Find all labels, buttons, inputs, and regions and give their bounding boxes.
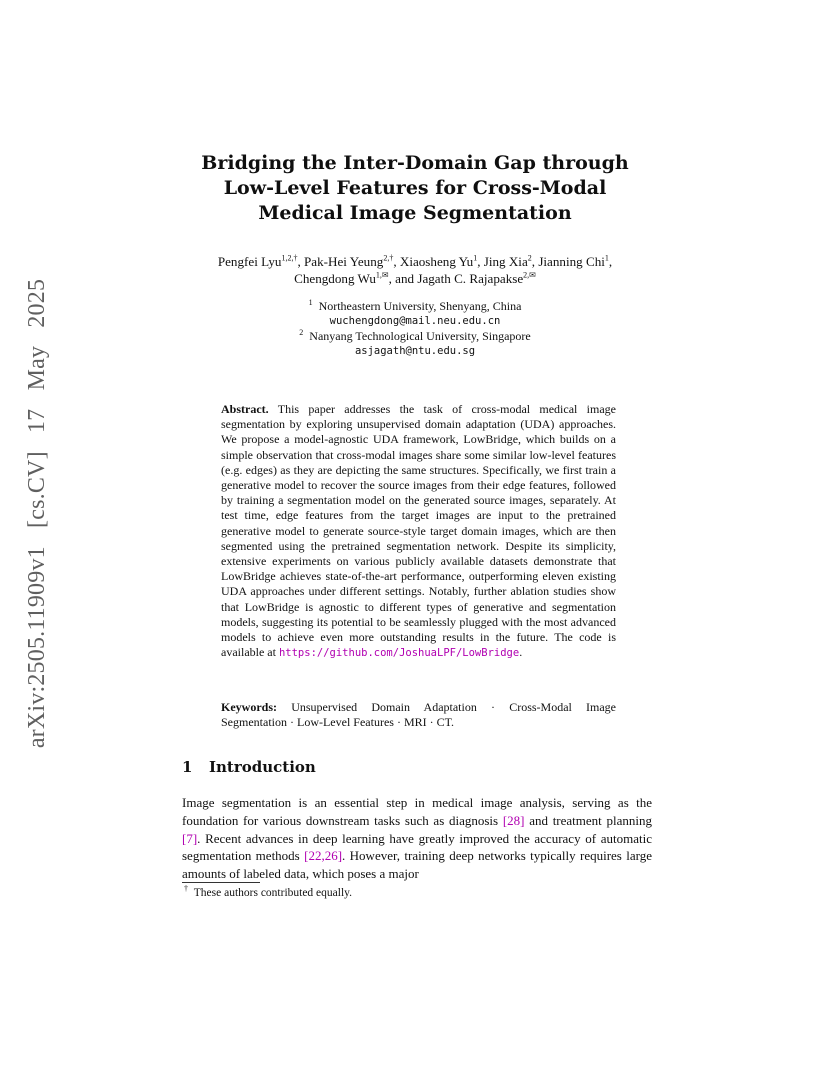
body-text: . Recent advances in deep learning have greatly improved the accuracy of automatic segmentation methods <box>182 830 652 864</box>
keywords <box>221 700 616 730</box>
section-number: 1 <box>182 758 193 776</box>
author-name: , Pak-Hei Yeung <box>297 254 384 269</box>
author-affiliation-mark: 1,2,† <box>281 253 298 263</box>
author-separator: , <box>608 254 613 269</box>
abstract-label: Abstract. <box>221 402 269 416</box>
author-affiliation-mark: 2,✉ <box>523 270 536 280</box>
citation-link[interactable]: [28] <box>502 812 525 828</box>
affiliation-line <box>180 329 650 344</box>
affiliation-mark: 1 <box>308 298 313 307</box>
citation-link[interactable]: 26] <box>324 848 343 864</box>
author-affiliation-mark: 1 <box>604 253 609 263</box>
keywords-label: Keywords: <box>221 700 277 714</box>
contact-email[interactable]: asjagath@ntu.edu.sg <box>354 345 476 357</box>
citation-link[interactable]: [22, <box>304 848 325 864</box>
author-name: , Xiaosheng Yu <box>393 254 474 269</box>
author-affiliation-mark: 1,✉ <box>375 270 389 280</box>
contact-email[interactable]: wuchengdong@mail.neu.edu.cn <box>329 315 501 327</box>
footnote-rule <box>182 882 260 883</box>
author-affiliation-mark: 1 <box>473 253 478 263</box>
affiliation-text: Northeastern University, Shenyang, China <box>318 299 522 313</box>
author-name: Pengfei Lyu <box>217 254 282 269</box>
keywords-text: Unsupervised Domain Adaptation · Cross-Modal Image Segmentation · Low-Level Features · MRI · CT. <box>221 700 617 730</box>
affiliation-block <box>180 299 650 359</box>
abstract-end: . <box>519 645 523 660</box>
abstract-text: This paper addresses the task of cross-modal medical image segmentation by exploring unsupervised domain adaptation (UDA) approaches. We propose a model-agnostic UDA framework, LowBridge, which builds on a simple observation that cross-modal images share some similar low-level features (e.g. edges) as they are depicting the same structures. Specifically, we first train a generative model to recover the source images from their edge features, followed by training a segmentation model on the generated source images, separately. At test time, edge features from the target images are input to the pretrained generative model to generate source-style target domain images, which are then segmented using the pretrained segmentation network. Despite its simplicity, extensive experiments on various publicly available datasets demonstrate that LowBridge achieves state-of-the-art performance, outperforming eleven existing UDA approaches under different settings. Notably, further ablation studies show that LowBridge is agnostic to different types of generative and segmentation models, suggesting its potential to be seamlessly plugged with the most advanced models to achieve even more outstanding results in the future. The code is available at <box>221 402 616 660</box>
author-affiliation-mark: 2,† <box>383 253 394 263</box>
body-text: . However, training deep networks typically requires large amounts of labeled data, which poses a major <box>182 848 652 882</box>
affiliation-text: Nanyang Technological University, Singapore <box>309 329 531 343</box>
paper-title: Bridging the Inter-Domain Gap through Low-Level Features for Cross-Modal Medical Image Segmentation <box>201 152 629 224</box>
body-text: Image segmentation is an essential step in medical image analysis, serving as the foundation for various downstream tasks such as diagnosis <box>182 795 652 828</box>
citation-link[interactable]: [7] <box>182 830 198 846</box>
affiliation-mark: 2 <box>299 328 304 337</box>
affiliation-line <box>180 299 650 314</box>
intro-paragraph <box>182 794 652 883</box>
arxiv-side-stamp <box>14 258 62 768</box>
footnote <box>184 886 650 900</box>
footnote-text: These authors contributed equally. <box>193 887 353 899</box>
author-affiliation-mark: 2 <box>527 253 532 263</box>
author-list <box>160 253 670 287</box>
footnote-mark: † <box>184 884 188 894</box>
section-heading <box>182 758 652 776</box>
code-repository-link[interactable]: https://github.com/JoshuaLPF/LowBridge <box>278 647 520 660</box>
body-text: and treatment planning <box>524 812 652 828</box>
author-name: , Jing Xia <box>477 254 528 269</box>
author-name: , Jianning Chi <box>531 254 605 269</box>
abstract <box>221 402 616 661</box>
author-name: Chengdong Wu <box>294 271 376 286</box>
author-name: , and Jagath C. Rajapakse <box>388 271 524 286</box>
section-title: Introduction <box>209 758 316 776</box>
arxiv-identifier: arXiv:2505.11909v1 [cs.CV] 17 May 2025 <box>24 278 51 748</box>
